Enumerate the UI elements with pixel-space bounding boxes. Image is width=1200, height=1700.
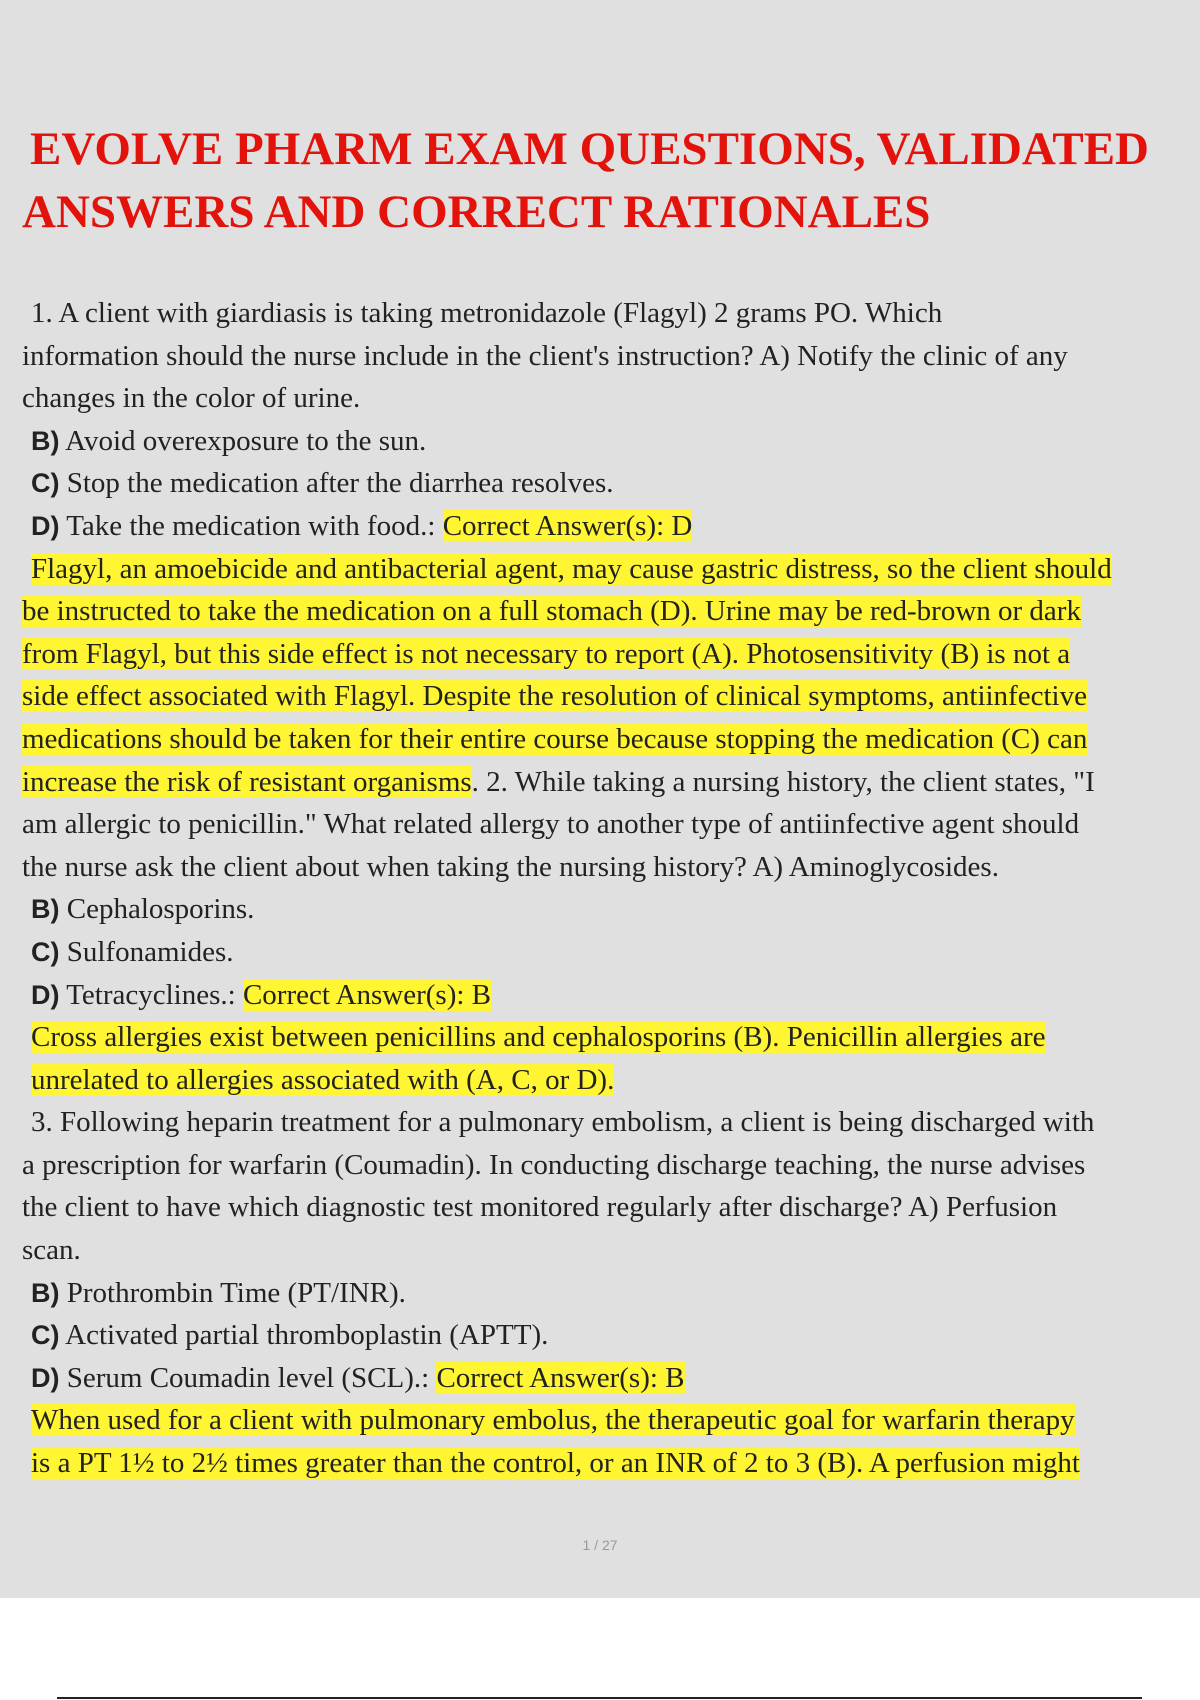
q2-stem-line: am allergic to penicillin." What related allergy to another type of antiinfective agent should: [22, 808, 1080, 841]
title-line-1: EVOLVE PHARM EXAM QUESTIONS, VALIDATED: [30, 123, 1150, 175]
q1-stem-line: information should the nurse include in the client's instruction? A) Notify the clinic of any: [22, 339, 1068, 372]
page-indicator: 1 / 27: [582, 1537, 618, 1553]
q1-option-b: [22, 420, 1200, 463]
q1-rationale-line: Flagyl, an amoebicide and antibacterial agent, may cause gastric distress, so the client should: [31, 552, 1112, 585]
q2-option-b: [22, 888, 1200, 931]
correct-answer: Correct Answer(s): D: [442, 509, 693, 542]
option-text: Tetracyclines.:: [59, 978, 243, 1011]
q2-option-c: [22, 931, 1200, 974]
option-label: C): [31, 936, 60, 967]
q1-rationale-line: medications should be taken for their entire course because stopping the medication (C) can: [22, 722, 1088, 755]
q2-rationale-line: Cross allergies exist between penicillins and cephalosporins (B). Penicillin allergies are: [31, 1021, 1046, 1054]
q1-rationale-line: increase the risk of resistant organisms. 2. While taking a nursing history, the client states, "I: [22, 765, 1095, 798]
option-text: Cephalosporins.: [59, 893, 255, 926]
option-label: C): [31, 1320, 60, 1351]
option-label: B): [31, 1277, 60, 1308]
option-text: Take the medication with food.:: [59, 509, 443, 542]
option-label: B): [31, 894, 60, 925]
q1-rationale-line: from Flagyl, but this side effect is not necessary to report (A). Photosensitivity (B) is not a: [22, 637, 1071, 670]
title-line-2: ANSWERS AND CORRECT RATIONALES: [22, 186, 931, 238]
option-text: Sulfonamides.: [59, 935, 234, 968]
option-text: Serum Coumadin level (SCL).:: [59, 1361, 437, 1394]
q1-stem-line: changes in the color of urine.: [22, 382, 361, 415]
option-text: Activated partial thromboplastin (APTT).: [59, 1319, 549, 1352]
option-label: D): [31, 1362, 60, 1393]
correct-answer: Correct Answer(s): B: [436, 1361, 685, 1394]
q1-option-d: [22, 505, 1200, 548]
q3-rationale-line: When used for a client with pulmonary embolus, the therapeutic goal for warfarin therapy: [31, 1404, 1075, 1437]
q1-option-c: [22, 462, 1200, 505]
option-text: Avoid overexposure to the sun.: [59, 424, 427, 457]
q3-stem-line: scan.: [22, 1234, 81, 1267]
correct-answer: Correct Answer(s): B: [242, 978, 492, 1011]
option-text: Prothrombin Time (PT/INR).: [59, 1276, 406, 1309]
q3-stem-line: 3. Following heparin treatment for a pulmonary embolism, a client is being discharged with: [31, 1106, 1095, 1139]
q1-rationale-line: side effect associated with Flagyl. Despite the resolution of clinical symptoms, antiinfective: [22, 680, 1087, 713]
q3-stem-line: the client to have which diagnostic test monitored regularly after discharge? A) Perfusion: [22, 1191, 1058, 1224]
q2-option-d: [22, 974, 1200, 1017]
q3-option-b: [22, 1272, 1200, 1315]
q1-rationale-line: be instructed to take the medication on a full stomach (D). Urine may be red-brown or dark: [22, 595, 1081, 628]
q3-option-d: [22, 1357, 1200, 1400]
q2-stem-line: the nurse ask the client about when taking the nursing history? A) Aminoglycosides.: [22, 850, 999, 883]
document-title: [22, 118, 1200, 244]
document-body: [22, 292, 1200, 1485]
divider-line: [57, 1697, 1142, 1699]
q1-stem-line: 1. A client with giardiasis is taking metronidazole (Flagyl) 2 grams PO. Which: [31, 297, 943, 329]
q2-stem-start: . 2. While taking a nursing history, the client states, "I: [471, 765, 1095, 798]
option-label: C): [31, 468, 60, 499]
option-text: Stop the medication after the diarrhea resolves.: [59, 467, 614, 500]
q3-stem-line: a prescription for warfarin (Coumadin). In conducting discharge teaching, the nurse advises: [22, 1148, 1086, 1181]
option-label: D): [31, 979, 60, 1010]
q2-rationale-line: unrelated to allergies associated with (A, C, or D).: [31, 1063, 615, 1096]
q3-rationale-line: is a PT 1½ to 2½ times greater than the control, or an INR of 2 to 3 (B). A perfusion might: [31, 1447, 1080, 1480]
q3-option-c: [22, 1314, 1200, 1357]
option-label: D): [31, 510, 60, 541]
option-label: B): [31, 425, 60, 456]
